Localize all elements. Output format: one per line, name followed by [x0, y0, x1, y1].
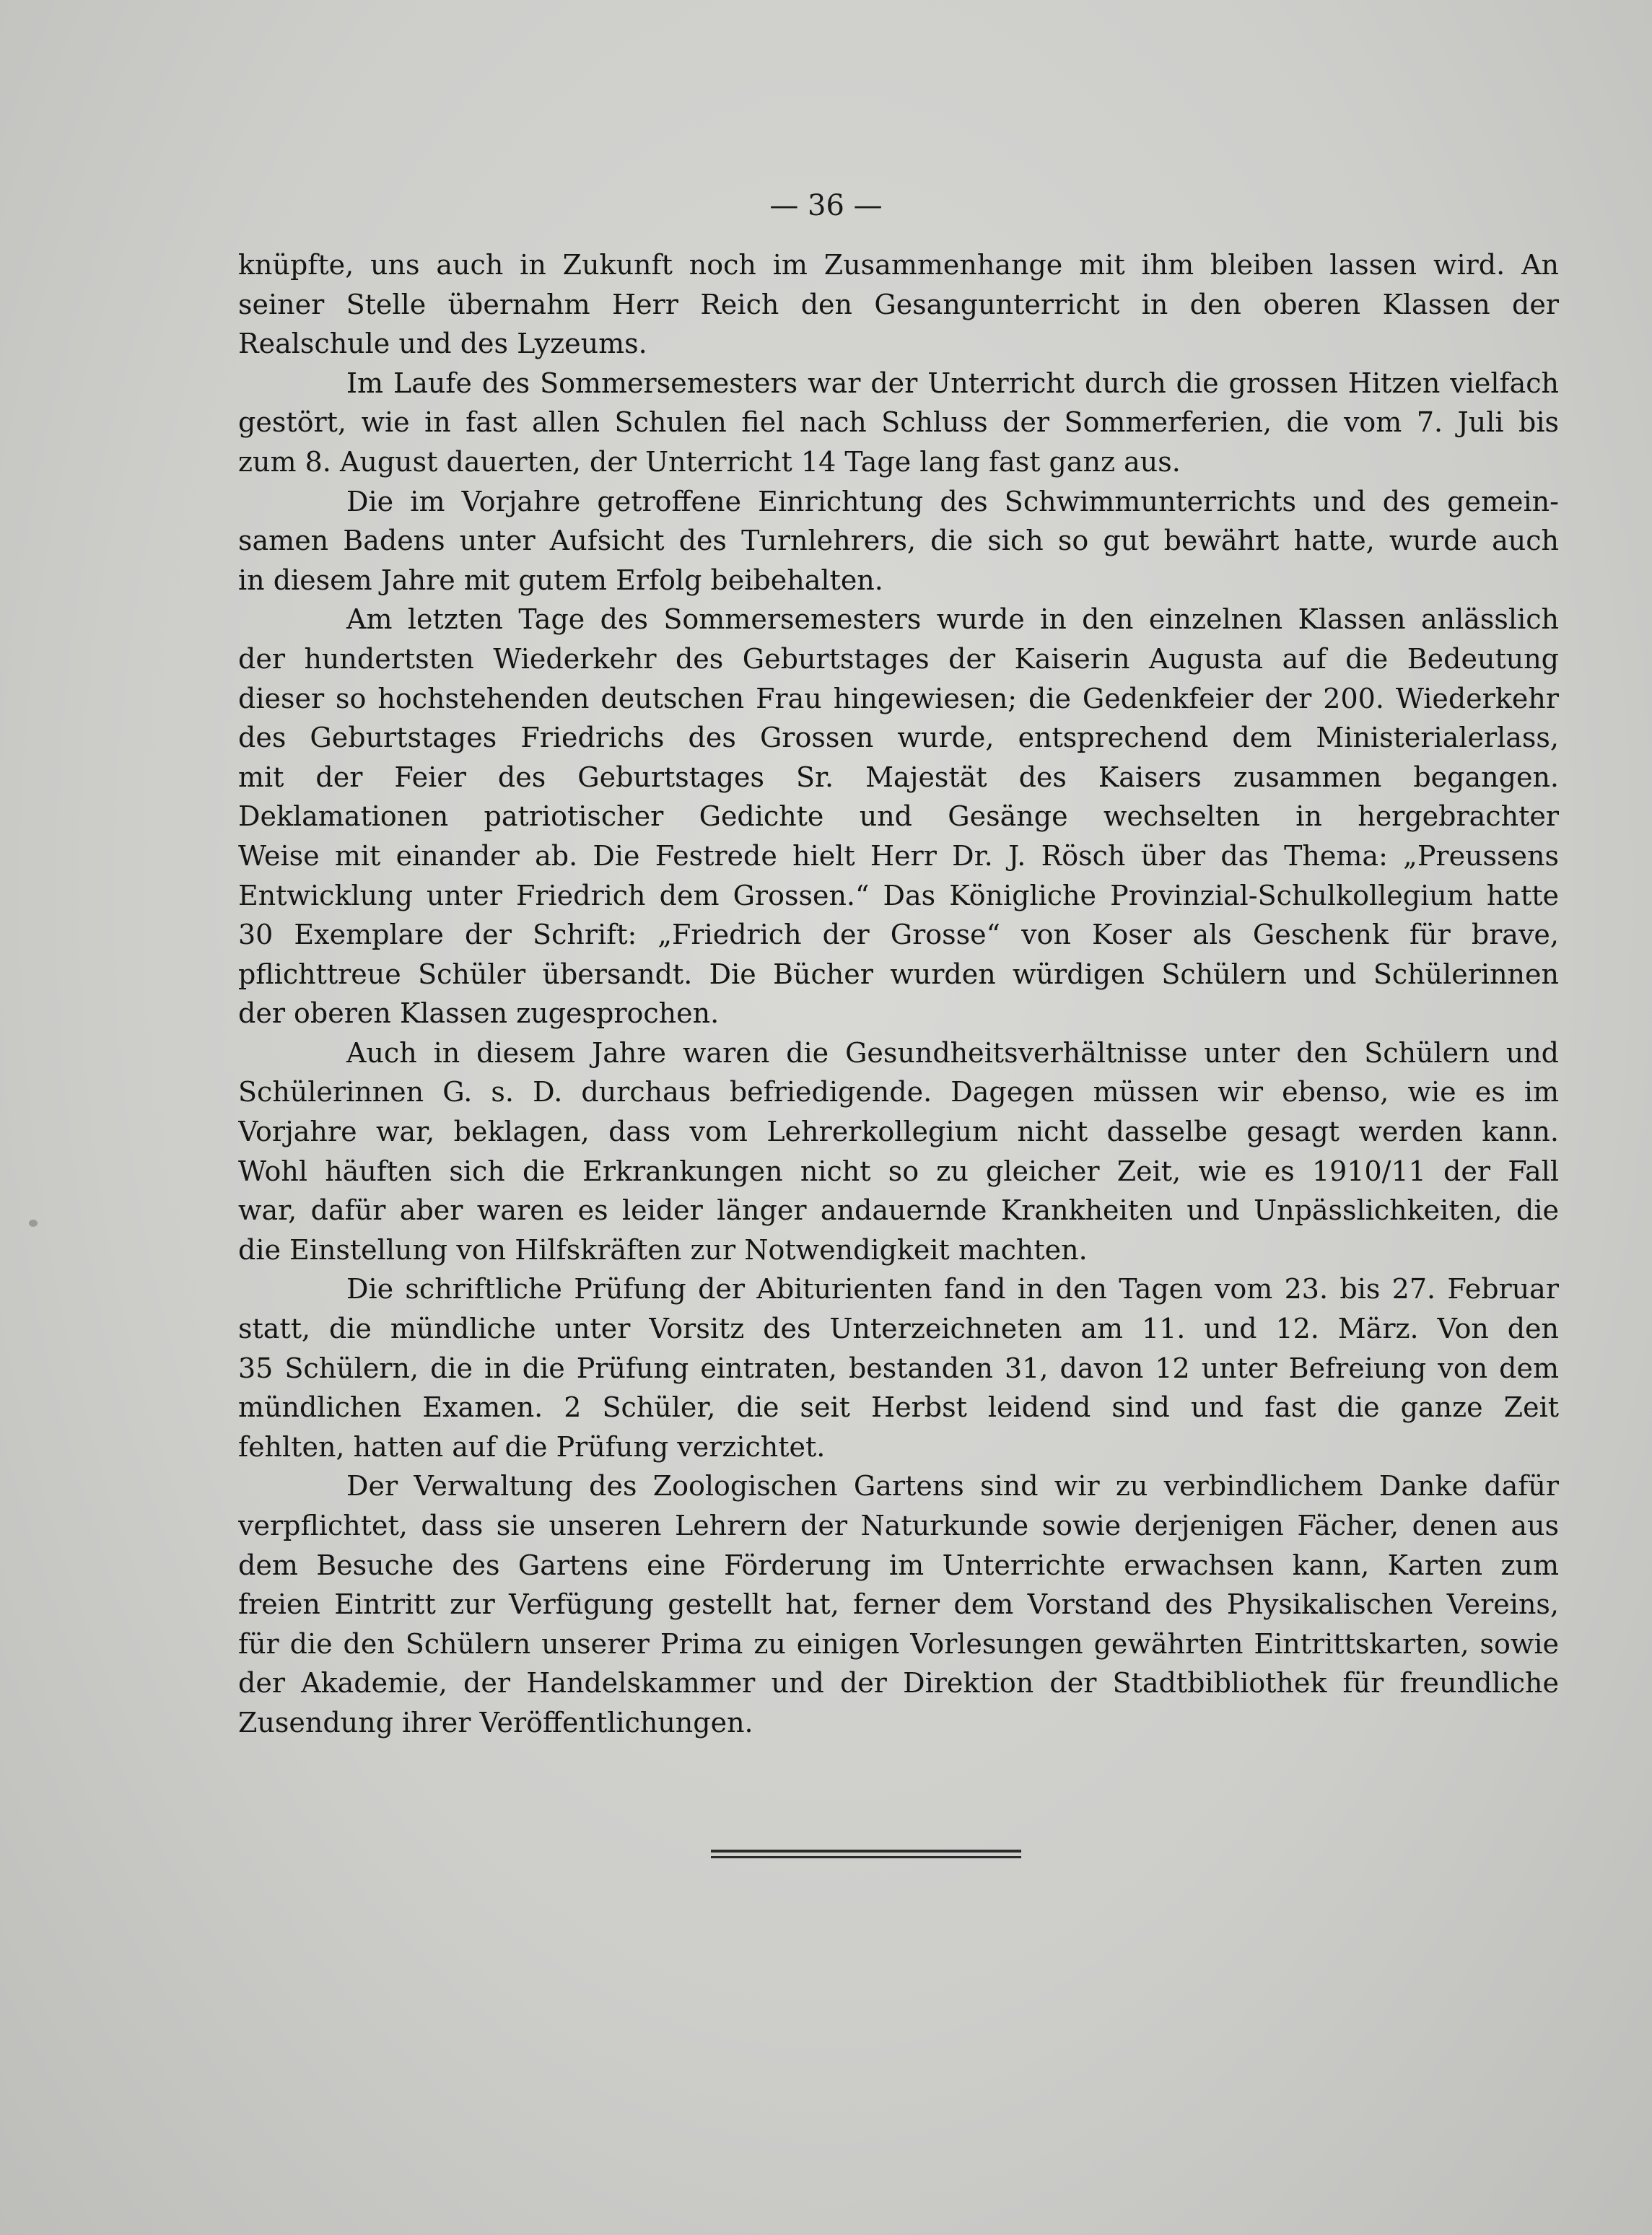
text-line: Die schriftliche Prüfung der Abiturienten fand in den Tagen vom 23. bis 27. Februar [346, 1273, 1559, 1305]
text-line: Zusendung ihrer Veröffentlichungen. [238, 1706, 753, 1738]
text-line: seiner Stelle übernahm Herr Reich den Gesangunterricht in den oberen Klassen der [238, 288, 1559, 320]
text-line: knüpfte, uns auch in Zukunft noch im Zusammenhange mit ihm bleiben lassen wird. An [238, 249, 1559, 281]
paragraph-5 [238, 1033, 1559, 1270]
text-line: statt, die mündliche unter Vorsitz des Unterzeichneten am 11. und 12. März. Von den [238, 1313, 1559, 1345]
body-text [238, 245, 1559, 1743]
text-line: dieser so hochstehenden deutschen Frau hingewiesen; die Gedenkfeier der 200. Wiederkehr [238, 682, 1559, 714]
text-line: der Akademie, der Handelskammer und der Direktion der Stadtbibliothek für freundliche [238, 1667, 1559, 1700]
text-line: freien Eintritt zur Verfügung gestellt hat, ferner dem Vorstand des Physikalischen Vereins, [238, 1588, 1559, 1621]
text-line: für die den Schülern unserer Prima zu einigen Vorlesungen gewährten Eintrittskarten, sowie [238, 1627, 1559, 1660]
text-line: Die im Vorjahre getroffene Einrichtung des Schwimmunterrichts und des gemein- [346, 485, 1559, 517]
text-line: in diesem Jahre mit gutem Erfolg beibehalten. [238, 564, 883, 596]
paper-smudge [29, 1220, 38, 1227]
paragraph-1 [238, 245, 1559, 364]
text-line: dem Besuche des Gartens eine Förderung im Unterrichte erwachsen kann, Karten zum [238, 1549, 1559, 1581]
text-line: mündlichen Examen. 2 Schüler, die seit Herbst leidend sind und fast die ganze Zeit [238, 1391, 1559, 1424]
text-line: Am letzten Tage des Sommersemesters wurde in den einzelnen Klassen anlässlich [346, 603, 1559, 636]
text-line: 30 Exemplare der Schrift: „Friedrich der Grosse“ von Koser als Geschenk für brave, [238, 919, 1559, 951]
text-line: Auch in diesem Jahre waren die Gesundheitsverhältnisse unter den Schülern und [346, 1036, 1559, 1069]
text-line: Entwicklung unter Friedrich dem Grossen.“ Das Königliche Provinzial-Schulkollegium hatte [238, 879, 1559, 911]
end-rule-top [711, 1850, 1021, 1853]
text-line: Der Verwaltung des Zoologischen Gartens sind wir zu verbindlichem Danke dafür [346, 1470, 1559, 1503]
text-line: der oberen Klassen zugesprochen. [238, 997, 720, 1030]
text-line: Im Laufe des Sommersemesters war der Unterricht durch die grossen Hitzen vielfach [346, 367, 1559, 399]
text-line: Schülerinnen G. s. D. durchaus befriedigende. Dagegen müssen wir ebenso, wie es im [238, 1076, 1559, 1108]
paragraph-3 [238, 482, 1559, 600]
text-line: gestört, wie in fast allen Schulen fiel nach Schluss der Sommerferien, die vom 7. Juli bis [238, 406, 1559, 439]
text-line: zum 8. August dauerten, der Unterricht 14 Tage lang fast ganz aus. [238, 445, 1181, 478]
text-line: samen Badens unter Aufsicht des Turnlehrers, die sich so gut bewährt hatte, wurde auch [238, 525, 1559, 557]
text-line: Realschule und des Lyzeums. [238, 328, 647, 360]
text-line: Deklamationen patriotischer Gedichte und Gesänge wechselten in hergebrachter [238, 800, 1559, 833]
text-line: des Geburtstages Friedrichs des Grossen wurde, entsprechend dem Ministerialerlass, [238, 722, 1559, 754]
text-line: der hundertsten Wiederkehr des Geburtstages der Kaiserin Augusta auf die Bedeutung [238, 642, 1559, 675]
paragraph-7 [238, 1466, 1559, 1742]
paragraph-2 [238, 364, 1559, 482]
paragraph-4 [238, 600, 1559, 1033]
text-line: Weise mit einander ab. Die Festrede hielt Herr Dr. J. Rösch über das Thema: „Preussens [238, 839, 1559, 872]
text-line: Vorjahre war, beklagen, dass vom Lehrerkollegium nicht dasselbe gesagt werden kann. [238, 1116, 1559, 1148]
text-line: war, dafür aber waren es leider länger andauernde Krankheiten und Unpässlichkeiten, die [238, 1194, 1559, 1227]
page-number: — 36 — [769, 189, 883, 222]
text-line: verpflichtet, dass sie unseren Lehrern der Naturkunde sowie derjenigen Fächer, denen aus [238, 1510, 1559, 1541]
text-line: mit der Feier des Geburtstages Sr. Majestät des Kaisers zusammen begangen. [238, 761, 1559, 793]
text-line: Wohl häuften sich die Erkrankungen nicht so zu gleicher Zeit, wie es 1910/11 der Fall [238, 1155, 1559, 1187]
text-line: 35 Schülern, die in die Prüfung eintraten, bestanden 31, davon 12 unter Befreiung von dem [238, 1352, 1559, 1384]
text-line: die Einstellung von Hilfskräften zur Notwendigkeit machten. [238, 1233, 1088, 1266]
paragraph-6 [238, 1269, 1559, 1466]
end-rule-bottom [711, 1856, 1021, 1858]
text-line: pflichttreue Schüler übersandt. Die Bücher wurden würdigen Schülern und Schülerinnen [238, 958, 1559, 990]
text-line: fehlten, hatten auf die Prüfung verzichtet. [238, 1430, 826, 1463]
